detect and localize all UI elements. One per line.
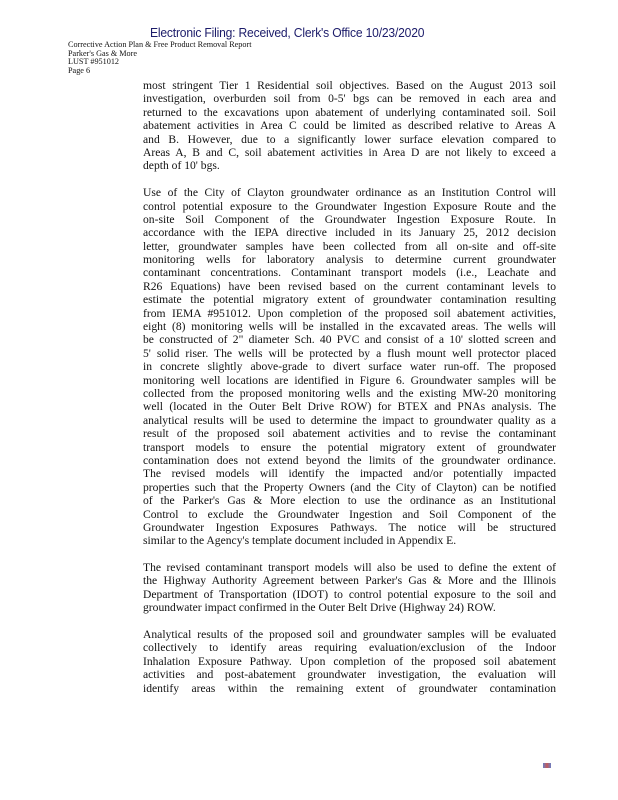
text-line: returned to the excavations upon abatement of underlying contaminated soil. Soil [143, 105, 556, 119]
text-line: transport models to ensure the potential migratory extent of groundwater [143, 440, 556, 454]
page-marker-icon [543, 763, 551, 768]
text-line: R26 Equations) have been revised based on the current contaminant levels to [143, 279, 556, 293]
text-line: depth of 10' bgs. [143, 159, 220, 173]
text-line: Control to exclude the Groundwater Ingestion and Soil Component of the [143, 507, 556, 521]
paragraph [143, 628, 556, 695]
text-line: from IEMA #951012. Upon completion of the proposed soil abatement activities, [143, 306, 556, 320]
text-line: similar to the Agency's template document included in Appendix E. [143, 534, 457, 548]
text-line: 5' solid riser. The wells will be protected by a flush mount well protector placed [143, 346, 556, 360]
paragraph [143, 561, 556, 615]
text-line: the Highway Authority Agreement between Parker's Gas & More and the Illinois [143, 574, 556, 588]
text-line: The revised contaminant transport models will also be used to define the extent of [143, 561, 556, 575]
text-line: and B. However, due to a significantly lower surface elevation compared to [143, 132, 556, 146]
text-line: control potential exposure to the Groundwater Ingestion Exposure Route and the [143, 199, 556, 213]
text-line: contaminant concentrations. Contaminant transport models (i.e., Leachate and [143, 266, 556, 280]
text-line: groundwater impact confirmed in the Outer Belt Drive (Highway 24) ROW. [143, 601, 496, 615]
text-line: be constructed of 2" diameter Sch. 40 PVC and consist of a 10' slotted screen and [143, 333, 556, 347]
text-line: analytical results will be used to determine the impact to groundwater quality as a [143, 413, 556, 427]
header-site-name: Parker's Gas & More [68, 48, 138, 58]
paragraph [143, 186, 556, 548]
text-line: accordance with the IEPA directive included in its January 25, 2012 decision [143, 226, 556, 240]
text-line: Groundwater Ingestion Exposures Pathways. The notice will be structured [143, 520, 556, 534]
text-line: contamination does not extend beyond the limits of the groundwater ordinance. [143, 453, 556, 467]
text-line: monitoring wells for laboratory analysis to determine current groundwater [143, 253, 556, 267]
text-line: The revised models will identify the impacted and/or potentially impacted [143, 467, 556, 481]
header-lust-number: LUST #951012 [68, 57, 120, 67]
text-line: properties such that the Property Owners (and the City of Clayton) can be notified [143, 480, 556, 494]
paragraph [143, 79, 556, 173]
text-line: letter, groundwater samples have been collected from all on-site and off-site [143, 239, 556, 253]
text-line: eight (8) monitoring wells will be installed in the excavated areas. The wells will [143, 320, 556, 334]
text-line: Department of Transportation (IDOT) to control potential exposure to the soil and [143, 587, 556, 601]
text-line: estimate the potential migratory extent of groundwater contamination resulting [143, 293, 556, 307]
document-body [143, 79, 556, 708]
header-page-number: Page 6 [68, 65, 91, 75]
text-line: in concrete slightly above-grade to divert surface water run-off. The proposed [143, 360, 556, 374]
text-line: of the Parker's Gas & More election to use the ordinance as an Institutional [143, 494, 556, 508]
text-line: Analytical results of the proposed soil and groundwater samples will be evaluated [143, 628, 556, 642]
text-line: abatement activities in Area C could be limited as described relative to Areas A [143, 119, 556, 133]
text-line: collected from the proposed monitoring wells and the existing MW-20 monitoring [143, 386, 556, 400]
text-line: identify areas within the remaining extent of groundwater contamination [143, 681, 556, 695]
text-line: on-site Soil Component of the Groundwater Ingestion Exposure Route. In [143, 212, 556, 226]
text-line: Inhalation Exposure Pathway. Upon completion of the proposed soil abatement [143, 654, 556, 668]
text-line: Use of the City of Clayton groundwater ordinance as an Institution Control will [143, 186, 556, 200]
text-line: monitoring well locations are identified in Figure 6. Groundwater samples will be [143, 373, 556, 387]
text-line: collectively to identify areas requiring evaluation/exclusion of the Indoor [143, 641, 556, 655]
text-line: well (located in the Outer Belt Drive ROW) for BTEX and PNAs analysis. The [143, 400, 556, 414]
header-report-title: Corrective Action Plan & Free Product Removal Report [68, 40, 252, 49]
electronic-filing-stamp: Electronic Filing: Received, Clerk's Office 10/23/2020 [150, 25, 425, 40]
text-line: Areas A, B and C, soil abatement activities in Area D are not likely to exceed a [143, 145, 556, 159]
text-line: activities and post-abatement groundwater investigation, the evaluation will [143, 668, 556, 682]
text-line: most stringent Tier 1 Residential soil objectives. Based on the August 2013 soil [143, 79, 556, 92]
text-line: result of the proposed soil abatement activities and to revise the contaminant [143, 427, 556, 441]
document-header [68, 41, 252, 75]
text-line: investigation, overburden soil from 0-5' bgs can be removed in each area and [143, 92, 556, 106]
